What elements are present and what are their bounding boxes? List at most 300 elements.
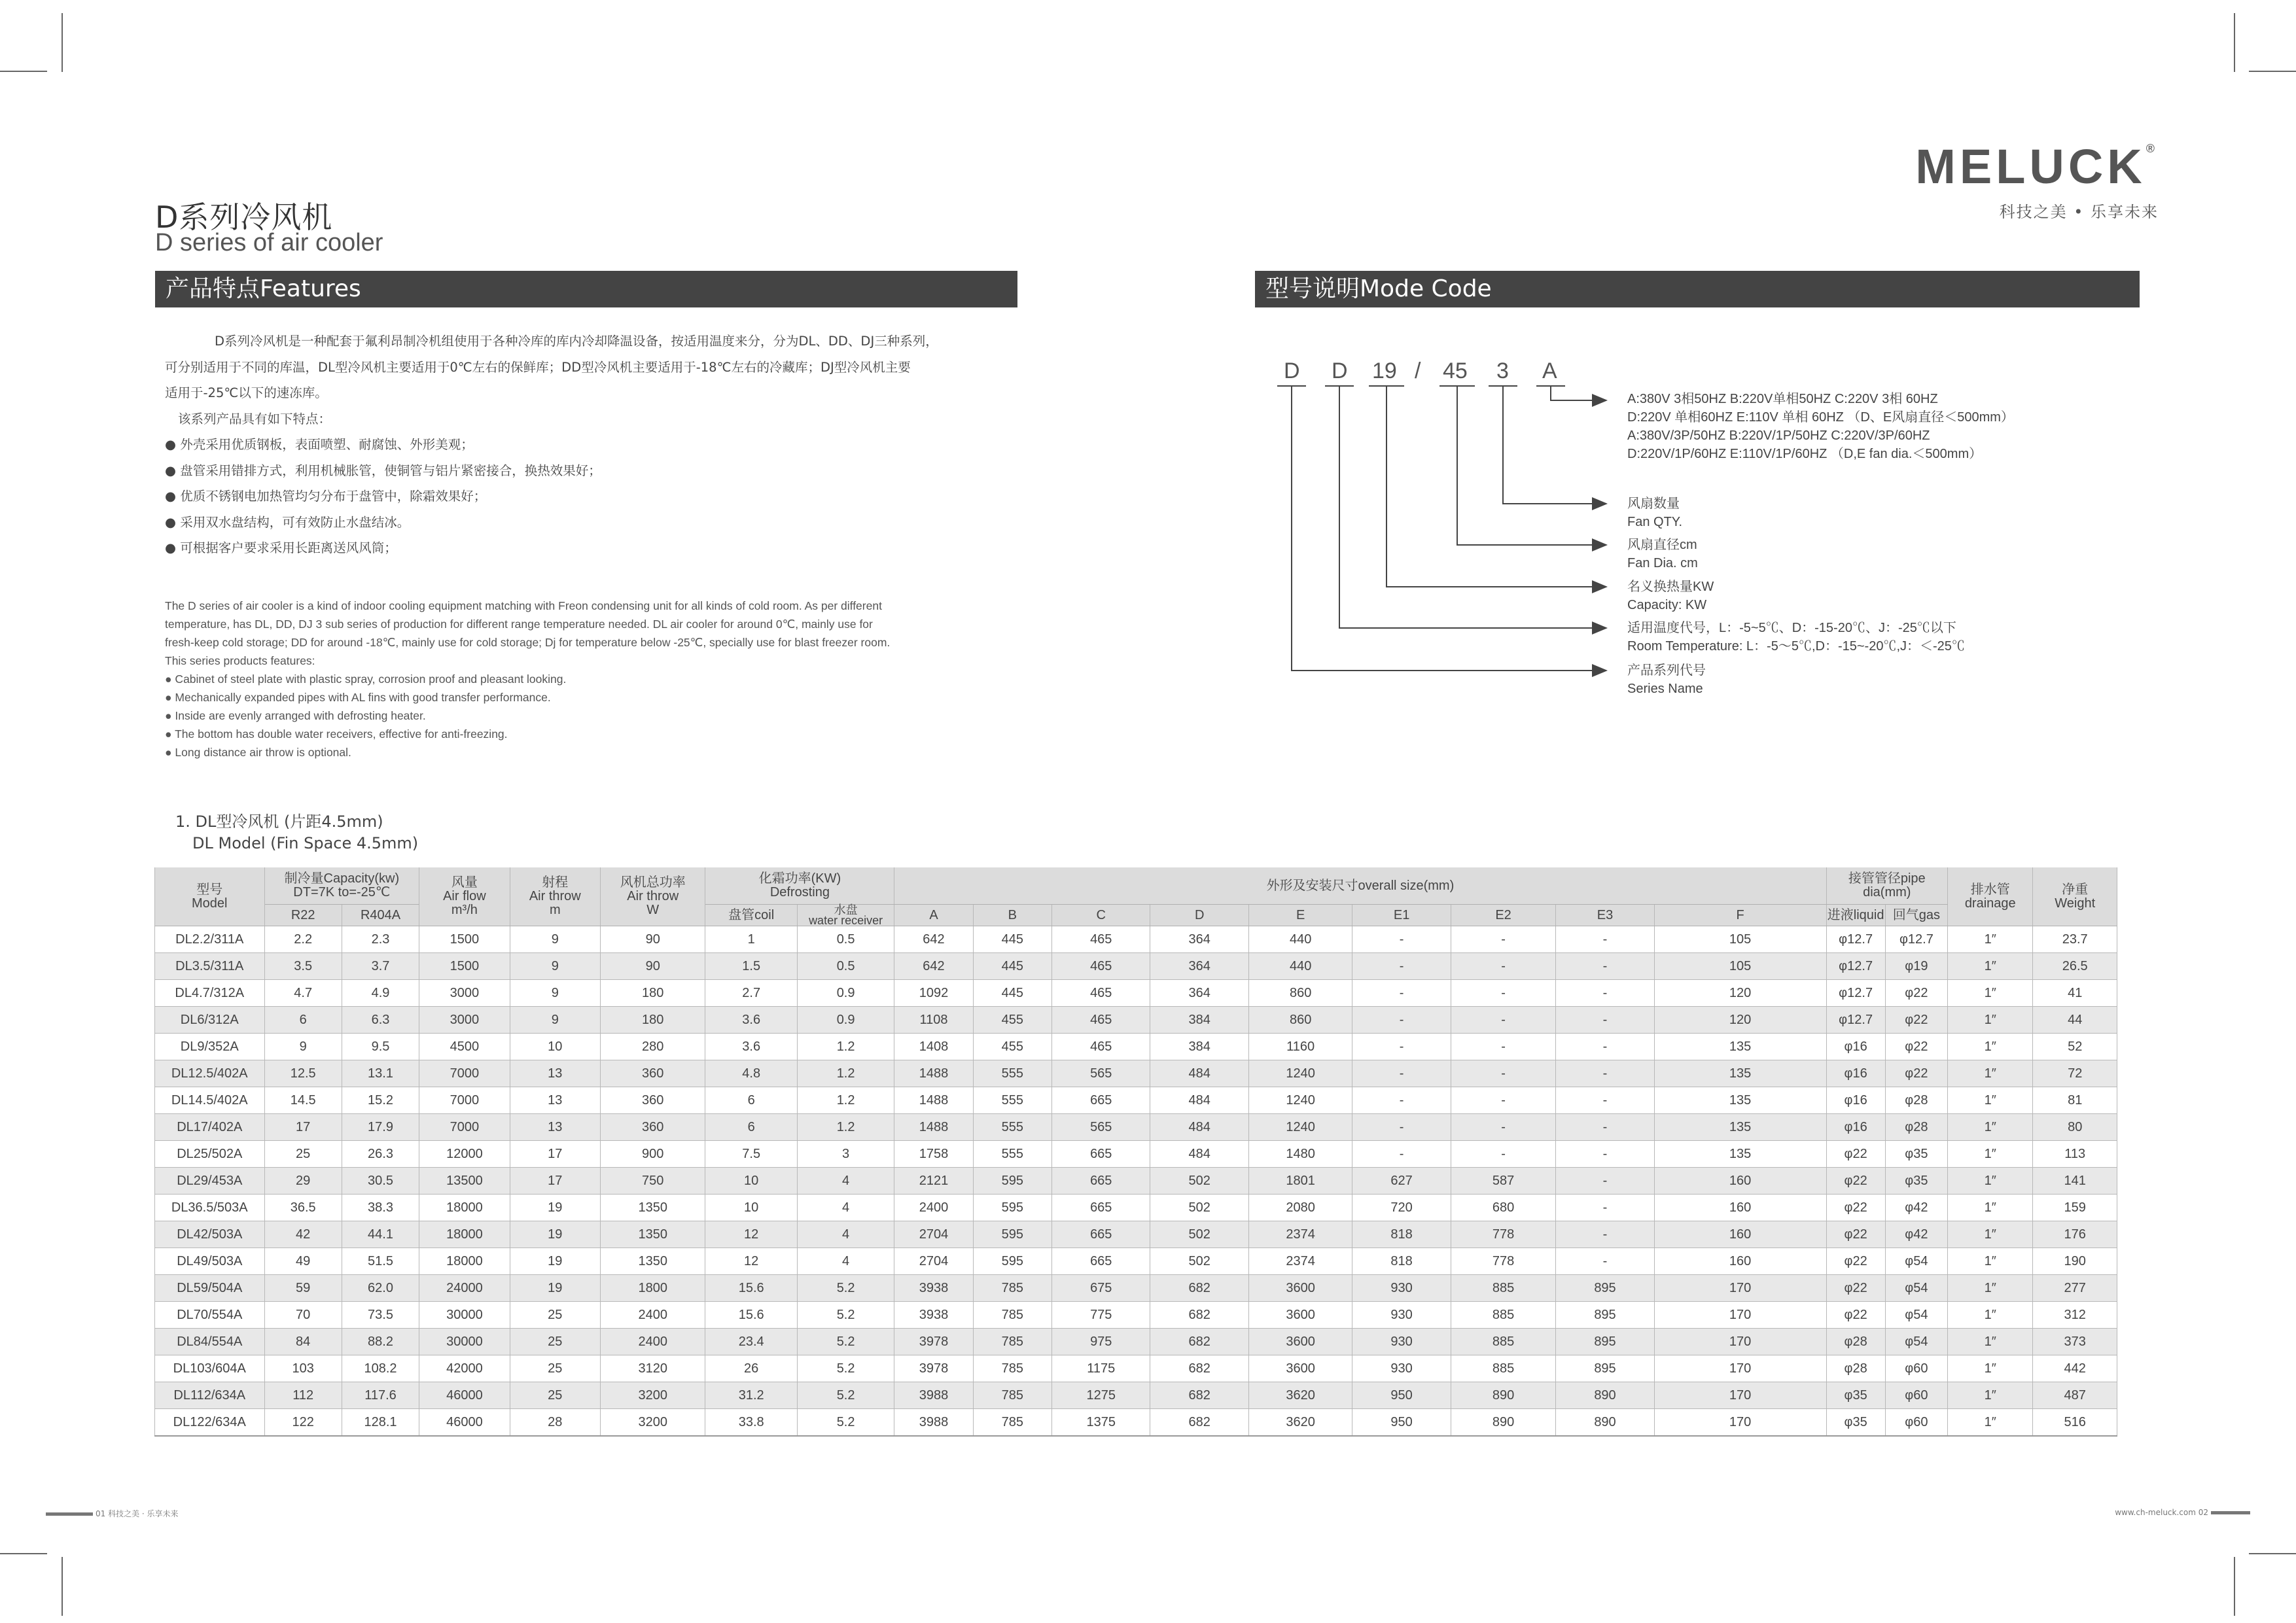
- table-cell: 4: [797, 1168, 894, 1195]
- table-cell: 682: [1150, 1302, 1248, 1329]
- table-cell: 2.3: [342, 926, 419, 953]
- table-cell: 13: [510, 1060, 600, 1087]
- table-cell: 170: [1654, 1275, 1826, 1302]
- table-cell: 19: [510, 1195, 600, 1221]
- table-cell: 113: [2033, 1141, 2117, 1168]
- table-cell: 170: [1654, 1409, 1826, 1437]
- table-cell: 2400: [601, 1329, 705, 1355]
- table-cell: 44: [2033, 1007, 2117, 1034]
- table-cell: φ60: [1885, 1355, 1947, 1382]
- mode-code-capacity: 19: [1372, 358, 1397, 383]
- legend-line: A:380V/3P/50HZ B:220V/1P/50HZ C:220V/3P/60HZ: [1627, 428, 1930, 443]
- table-cell: DL36.5/503A: [155, 1195, 265, 1221]
- table-cell: φ54: [1885, 1248, 1947, 1275]
- table-cell: -: [1556, 1195, 1654, 1221]
- table-cell: 627: [1352, 1168, 1451, 1195]
- table-cell: 465: [1052, 1007, 1150, 1034]
- table-cell: 3600: [1248, 1302, 1352, 1329]
- table-cell: 975: [1052, 1329, 1150, 1355]
- table-cell: φ22: [1826, 1302, 1885, 1329]
- table-cell: 1488: [894, 1087, 973, 1114]
- table-cell: 885: [1451, 1329, 1555, 1355]
- table-cell: 445: [973, 953, 1051, 980]
- table-cell: DL112/634A: [155, 1382, 265, 1409]
- table-cell: -: [1451, 1141, 1555, 1168]
- table-cell: 18000: [419, 1195, 510, 1221]
- table-cell: 1″: [1948, 1168, 2033, 1195]
- table-cell: 120: [1654, 980, 1826, 1007]
- table-cell: 5.2: [797, 1409, 894, 1437]
- table-cell: φ42: [1885, 1195, 1947, 1221]
- table-cell: 555: [973, 1114, 1051, 1141]
- table-row: [155, 1195, 2117, 1221]
- table-cell: 1488: [894, 1114, 973, 1141]
- table-cell: 3.5: [264, 953, 342, 980]
- crop-mark: [0, 71, 47, 72]
- table-cell: 17: [510, 1141, 600, 1168]
- table-row: [155, 1355, 2117, 1382]
- table-cell: 455: [973, 1034, 1051, 1060]
- table-cell: 170: [1654, 1382, 1826, 1409]
- table-row: [155, 1275, 2117, 1302]
- table-cell: φ35: [1826, 1409, 1885, 1437]
- header-text: Model: [192, 896, 228, 911]
- table-cell: 13: [510, 1114, 600, 1141]
- table-cell: 895: [1556, 1329, 1654, 1355]
- table-cell: 950: [1352, 1409, 1451, 1437]
- table-cell: 25: [510, 1302, 600, 1329]
- table-cell: 682: [1150, 1275, 1248, 1302]
- crop-mark: [2234, 1557, 2235, 1616]
- table-cell: 170: [1654, 1302, 1826, 1329]
- table-cell: 42: [264, 1221, 342, 1248]
- header-text: 水盘: [834, 903, 858, 916]
- features-zh-para: 该系列产品具有如下特点：: [178, 411, 332, 427]
- table-cell: 1″: [1948, 1355, 2033, 1382]
- features-zh-bullet: ● 外壳采用优质钢板，表面喷塑、耐腐蚀、外形美观；: [165, 437, 474, 452]
- table-cell: -: [1352, 1060, 1451, 1087]
- table-cell: 502: [1150, 1195, 1248, 1221]
- mode-code-voltage: A: [1542, 358, 1557, 383]
- table-cell: DL4.7/312A: [155, 980, 265, 1007]
- table-cell: 1″: [1948, 1302, 2033, 1329]
- table-cell: 502: [1150, 1168, 1248, 1195]
- table-cell: 180: [601, 980, 705, 1007]
- table-cell: -: [1451, 953, 1555, 980]
- table-cell: 41: [2033, 980, 2117, 1007]
- table-cell: 159: [2033, 1195, 2117, 1221]
- table-cell: 484: [1150, 1141, 1248, 1168]
- table-cell: 3.7: [342, 953, 419, 980]
- table-cell: 595: [973, 1195, 1051, 1221]
- table-cell: 30.5: [342, 1168, 419, 1195]
- table-cell: 1480: [1248, 1141, 1352, 1168]
- col-header-c: C: [1052, 905, 1150, 926]
- table-cell: 4: [797, 1248, 894, 1275]
- table-cell: 62.0: [342, 1275, 419, 1302]
- footer-bar: [2211, 1511, 2250, 1514]
- table-cell: φ60: [1885, 1382, 1947, 1409]
- table-cell: 1: [705, 926, 797, 953]
- table-cell: 2121: [894, 1168, 973, 1195]
- table-cell: 73.5: [342, 1302, 419, 1329]
- table-cell: 373: [2033, 1329, 2117, 1355]
- table-cell: 6: [264, 1007, 342, 1034]
- table-cell: 2374: [1248, 1248, 1352, 1275]
- table-cell: 785: [973, 1329, 1051, 1355]
- table-cell: 190: [2033, 1248, 2117, 1275]
- table-cell: 384: [1150, 1007, 1248, 1034]
- table-cell: 9.5: [342, 1034, 419, 1060]
- table-cell: φ22: [1826, 1248, 1885, 1275]
- table-cell: 30000: [419, 1302, 510, 1329]
- table-cell: 885: [1451, 1355, 1555, 1382]
- table-cell: 3600: [1248, 1329, 1352, 1355]
- table-cell: 1.2: [797, 1034, 894, 1060]
- table-cell: 2.2: [264, 926, 342, 953]
- table-cell: 860: [1248, 980, 1352, 1007]
- table-cell: 516: [2033, 1409, 2117, 1437]
- table-cell: 170: [1654, 1329, 1826, 1355]
- table-row: [155, 1007, 2117, 1034]
- table-cell: 1350: [601, 1195, 705, 1221]
- header-text: Air throw: [627, 889, 679, 903]
- table-cell: DL70/554A: [155, 1302, 265, 1329]
- table-cell: 33.8: [705, 1409, 797, 1437]
- table-cell: 682: [1150, 1329, 1248, 1355]
- table-cell: DL84/554A: [155, 1329, 265, 1355]
- table-cell: 26.5: [2033, 953, 2117, 980]
- table-cell: 665: [1052, 1141, 1150, 1168]
- table-cell: 25: [510, 1382, 600, 1409]
- table-cell: -: [1556, 1221, 1654, 1248]
- table-cell: 484: [1150, 1114, 1248, 1141]
- table-cell: -: [1556, 1060, 1654, 1087]
- table-cell: 565: [1052, 1114, 1150, 1141]
- table-cell: 1.2: [797, 1114, 894, 1141]
- table-cell: -: [1352, 1114, 1451, 1141]
- features-en-bullet: ● Mechanically expanded pipes with AL fins with good transfer performance.: [165, 691, 551, 704]
- table-cell: 9: [510, 953, 600, 980]
- table-cell: 0.9: [797, 1007, 894, 1034]
- table-cell: DL3.5/311A: [155, 953, 265, 980]
- table-cell: -: [1352, 1141, 1451, 1168]
- legend-voltage: [1627, 390, 2014, 463]
- table-cell: 484: [1150, 1060, 1248, 1087]
- table-row: [155, 1060, 2117, 1087]
- features-en: [165, 597, 1068, 761]
- table-cell: 1″: [1948, 1060, 2033, 1087]
- table-cell: 1″: [1948, 1409, 2033, 1437]
- table-cell: φ35: [1885, 1141, 1947, 1168]
- features-zh-bullet: ● 盘管采用错排方式，利用机械胀管，使铜管与铝片紧密接合，换热效果好；: [165, 462, 601, 478]
- table-cell: φ22: [1885, 1034, 1947, 1060]
- table-cell: 665: [1052, 1221, 1150, 1248]
- table-cell: 103: [264, 1355, 342, 1382]
- table-cell: 12: [705, 1221, 797, 1248]
- table-cell: 280: [601, 1034, 705, 1060]
- table-cell: 141: [2033, 1168, 2117, 1195]
- table-cell: DL25/502A: [155, 1141, 265, 1168]
- table-cell: -: [1556, 953, 1654, 980]
- table-cell: 3978: [894, 1329, 973, 1355]
- table-cell: 785: [973, 1409, 1051, 1437]
- table-cell: 360: [601, 1060, 705, 1087]
- table-cell: 4.8: [705, 1060, 797, 1087]
- table-cell: 1″: [1948, 1034, 2033, 1060]
- table-cell: 455: [973, 1007, 1051, 1034]
- table-cell: 7.5: [705, 1141, 797, 1168]
- table-cell: -: [1451, 1034, 1555, 1060]
- table-cell: 3600: [1248, 1355, 1352, 1382]
- table-cell: 3938: [894, 1275, 973, 1302]
- header-text: 风量: [451, 875, 478, 890]
- table-cell: -: [1556, 926, 1654, 953]
- table-cell: 665: [1052, 1248, 1150, 1275]
- header-text: 制冷量Capacity(kw): [284, 871, 400, 886]
- table-cell: 25: [510, 1355, 600, 1382]
- table-cell: 1240: [1248, 1114, 1352, 1141]
- table-cell: 502: [1150, 1248, 1248, 1275]
- table-cell: 72: [2033, 1060, 2117, 1087]
- table-cell: 0.5: [797, 926, 894, 953]
- table-cell: 1801: [1248, 1168, 1352, 1195]
- features-en-line: temperature, has DL, DD, DJ 3 sub series of production for different range temperature needed. DL air cooler for around 0℃, mainly use for: [165, 618, 873, 631]
- table-cell: 112: [264, 1382, 342, 1409]
- table-cell: 3988: [894, 1382, 973, 1409]
- features-en-line: fresh-keep cold storage; DD for around -18℃, mainly use for cold storage; Dj for temperature below -25℃, specially use for blast freezer room.: [165, 636, 891, 649]
- features-en-bullet: ● Long distance air throw is optional.: [165, 746, 351, 759]
- crop-mark: [2249, 71, 2296, 72]
- table-cell: 6: [705, 1114, 797, 1141]
- table-cell: 360: [601, 1114, 705, 1141]
- table-cell: φ12.7: [1826, 1007, 1885, 1034]
- col-header-pipe-dia: 接管管径pipe dia(mm): [1826, 867, 1948, 905]
- table-cell: -: [1352, 1087, 1451, 1114]
- spec-table: [154, 867, 2117, 1437]
- table-cell: 44.1: [342, 1221, 419, 1248]
- table-cell: -: [1556, 1087, 1654, 1114]
- table-cell: 1488: [894, 1060, 973, 1087]
- table-cell: 682: [1150, 1382, 1248, 1409]
- col-header-r22: R22: [264, 905, 342, 926]
- table-cell: 176: [2033, 1221, 2117, 1248]
- table-cell: 3200: [601, 1409, 705, 1437]
- table-cell: 160: [1654, 1195, 1826, 1221]
- table-cell: 1175: [1052, 1355, 1150, 1382]
- table-cell: 885: [1451, 1302, 1555, 1329]
- table-cell: 128.1: [342, 1409, 419, 1437]
- table-cell: 1″: [1948, 1195, 2033, 1221]
- table-cell: φ22: [1885, 1007, 1947, 1034]
- features-en-line: The D series of air cooler is a kind of indoor cooling equipment matching with Freon condensing unit for all kinds of cold room. As per different: [165, 599, 882, 612]
- table-cell: 3120: [601, 1355, 705, 1382]
- table-cell: 465: [1052, 953, 1150, 980]
- table-cell: φ22: [1826, 1275, 1885, 1302]
- table-cell: 0.5: [797, 953, 894, 980]
- table-cell: 440: [1248, 926, 1352, 953]
- table-cell: 10: [705, 1195, 797, 1221]
- table-cell: φ54: [1885, 1275, 1947, 1302]
- col-header-e3: E3: [1556, 905, 1654, 926]
- table-cell: 28: [510, 1409, 600, 1437]
- table-cell: φ16: [1826, 1060, 1885, 1087]
- legend-line: Fan QTY.: [1627, 515, 1683, 529]
- col-header-a: A: [894, 905, 973, 926]
- table-cell: 364: [1150, 980, 1248, 1007]
- table-cell: 2400: [601, 1302, 705, 1329]
- table-caption-en: DL Model (Fin Space 4.5mm): [192, 834, 419, 852]
- table-cell: φ12.7: [1826, 953, 1885, 980]
- table-cell: 160: [1654, 1248, 1826, 1275]
- table-cell: 860: [1248, 1007, 1352, 1034]
- table-cell: 502: [1150, 1221, 1248, 1248]
- table-cell: 15.6: [705, 1275, 797, 1302]
- page-subtitle: D series of air cooler: [155, 229, 383, 256]
- table-cell: 360: [601, 1087, 705, 1114]
- table-cell: 36.5: [264, 1195, 342, 1221]
- table-cell: 1″: [1948, 1329, 2033, 1355]
- table-cell: 17: [264, 1114, 342, 1141]
- table-cell: φ35: [1885, 1168, 1947, 1195]
- table-cell: 120: [1654, 1007, 1826, 1034]
- registered-mark: ®: [2146, 142, 2159, 155]
- table-cell: 595: [973, 1248, 1051, 1275]
- table-cell: 720: [1352, 1195, 1451, 1221]
- table-cell: 135: [1654, 1114, 1826, 1141]
- table-cell: 565: [1052, 1060, 1150, 1087]
- table-cell: 642: [894, 953, 973, 980]
- table-cell: 59: [264, 1275, 342, 1302]
- table-cell: φ60: [1885, 1409, 1947, 1437]
- table-cell: 9: [510, 1007, 600, 1034]
- table-row: [155, 1221, 2117, 1248]
- header-text: Defrosting: [769, 885, 830, 899]
- mode-code-temp: D: [1332, 358, 1348, 383]
- crop-mark: [0, 1553, 47, 1554]
- header-text: 化霜功率(KW): [758, 871, 841, 886]
- col-header-f: F: [1654, 905, 1826, 926]
- spec-table-body: [155, 926, 2117, 1437]
- col-header-airflow: [419, 867, 510, 926]
- table-row: [155, 980, 2117, 1007]
- table-cell: -: [1556, 1034, 1654, 1060]
- table-cell: φ22: [1826, 1141, 1885, 1168]
- table-row: [155, 1114, 2117, 1141]
- table-cell: -: [1451, 1007, 1555, 1034]
- table-cell: 1″: [1948, 1275, 2033, 1302]
- table-cell: 1″: [1948, 1141, 2033, 1168]
- table-cell: 31.2: [705, 1382, 797, 1409]
- table-cell: 930: [1352, 1302, 1451, 1329]
- features-zh-bullet: ● 可根据客户要求采用长距离送风风筒；: [165, 540, 397, 555]
- table-cell: 10: [510, 1034, 600, 1060]
- table-cell: 17.9: [342, 1114, 419, 1141]
- table-row: [155, 1034, 2117, 1060]
- table-cell: φ54: [1885, 1329, 1947, 1355]
- table-cell: 1″: [1948, 1087, 2033, 1114]
- table-row: [155, 1087, 2117, 1114]
- table-cell: 1.2: [797, 1087, 894, 1114]
- table-cell: 160: [1654, 1168, 1826, 1195]
- table-cell: 750: [601, 1168, 705, 1195]
- header-text: 型号: [196, 882, 223, 897]
- table-cell: -: [1352, 926, 1451, 953]
- table-cell: 1.2: [797, 1060, 894, 1087]
- table-cell: φ22: [1826, 1168, 1885, 1195]
- table-cell: 555: [973, 1060, 1051, 1087]
- table-cell: 1″: [1948, 953, 2033, 980]
- table-cell: 49: [264, 1248, 342, 1275]
- legend-series: [1627, 661, 1706, 698]
- table-cell: 1500: [419, 926, 510, 953]
- table-cell: 1″: [1948, 926, 2033, 953]
- col-header-fan-power: [601, 867, 705, 926]
- table-cell: 24000: [419, 1275, 510, 1302]
- table-cell: DL12.5/402A: [155, 1060, 265, 1087]
- legend-line: D:220V/1P/60HZ E:110V/1P/60HZ （D,E fan dia.＜500mm）: [1627, 447, 1983, 461]
- table-cell: 4.9: [342, 980, 419, 1007]
- features-zh: [165, 328, 1029, 561]
- header-text: 射程: [542, 875, 569, 890]
- table-cell: 30000: [419, 1329, 510, 1355]
- table-cell: 9: [510, 980, 600, 1007]
- table-cell: 3600: [1248, 1275, 1352, 1302]
- header-text: Air throw: [529, 889, 581, 903]
- table-cell: 38.3: [342, 1195, 419, 1221]
- header-text: DT=7K to=-25℃: [293, 885, 391, 899]
- table-cell: 19: [510, 1221, 600, 1248]
- table-cell: 15.6: [705, 1302, 797, 1329]
- legend-line: 名义换热量KW: [1627, 580, 1714, 594]
- table-cell: 105: [1654, 926, 1826, 953]
- col-header-weight: [2033, 867, 2117, 926]
- footer-bar: [46, 1512, 93, 1516]
- legend-line: 适用温度代号，L：-5~5℃、D：-15-20℃、J：-25℃以下: [1627, 621, 1956, 635]
- table-cell: -: [1556, 1248, 1654, 1275]
- table-cell: φ28: [1826, 1329, 1885, 1355]
- table-cell: φ28: [1885, 1114, 1947, 1141]
- legend-line: D:220V 单相60HZ E:110V 单相 60HZ （D、E风扇直径＜500mm）: [1627, 410, 2014, 425]
- table-cell: 90: [601, 926, 705, 953]
- table-cell: 26: [705, 1355, 797, 1382]
- col-header-e1: E1: [1352, 905, 1451, 926]
- table-cell: 25: [264, 1141, 342, 1168]
- table-cell: -: [1451, 1087, 1555, 1114]
- col-header-defrosting: [705, 867, 894, 905]
- features-en-bullet: ● Inside are evenly arranged with defrosting heater.: [165, 709, 426, 722]
- table-cell: 180: [601, 1007, 705, 1034]
- table-cell: φ54: [1885, 1302, 1947, 1329]
- table-cell: 555: [973, 1087, 1051, 1114]
- table-cell: 6.3: [342, 1007, 419, 1034]
- table-cell: -: [1451, 926, 1555, 953]
- features-header-bar: 产品特点Features: [155, 271, 1017, 307]
- table-cell: -: [1352, 1007, 1451, 1034]
- table-cell: 4: [797, 1195, 894, 1221]
- table-cell: 135: [1654, 1034, 1826, 1060]
- table-cell: 3620: [1248, 1382, 1352, 1409]
- table-cell: 7000: [419, 1087, 510, 1114]
- col-header-water-receiver: [797, 905, 894, 926]
- table-cell: 108.2: [342, 1355, 419, 1382]
- table-cell: 890: [1556, 1382, 1654, 1409]
- table-cell: 1.5: [705, 953, 797, 980]
- table-cell: 3.6: [705, 1034, 797, 1060]
- col-header-model: [155, 867, 265, 926]
- table-cell: 29: [264, 1168, 342, 1195]
- col-header-capacity: [264, 867, 419, 905]
